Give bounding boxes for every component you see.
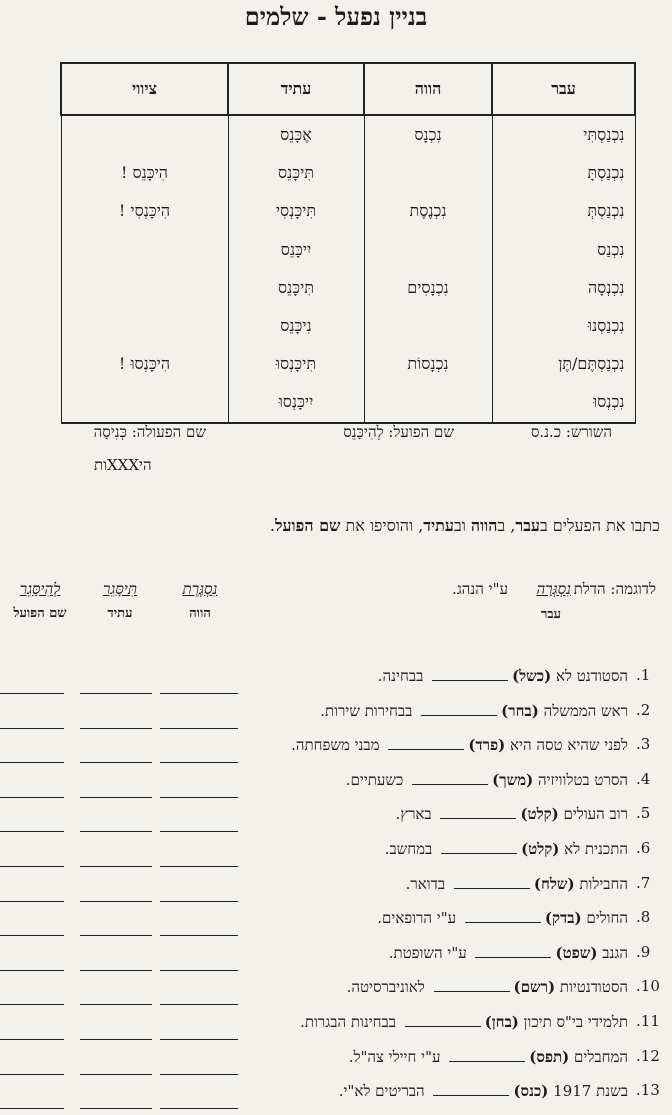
sentence-text [347, 977, 628, 997]
conjugation-cell-imperative [61, 231, 228, 269]
exercise-sentence [0, 977, 664, 1011]
sentence-before: תלמידי בי"ס תיכון [518, 1013, 628, 1031]
example-infinitive-label: שם הפועל [13, 606, 67, 621]
exercise-sentence [0, 839, 664, 873]
answer-blank-infinitive[interactable] [0, 693, 64, 694]
conjugation-row [61, 307, 635, 345]
conjugation-cell-present [364, 383, 492, 422]
conjugation-cell-future: אֶכָּנֵס [228, 115, 364, 154]
page-title: בניין נפעל - שלמים [244, 2, 428, 31]
answer-blank-present[interactable] [160, 693, 238, 694]
answer-blank-future[interactable] [80, 728, 152, 729]
sentence-root: (בדק) [544, 909, 582, 928]
conjugation-cell-imperative [61, 383, 228, 422]
answer-blank-infinitive[interactable] [0, 762, 64, 763]
answer-blank-infinitive[interactable] [0, 1004, 64, 1005]
answer-blank-infinitive[interactable] [0, 1108, 64, 1109]
sentence-root: (שלח) [533, 874, 575, 893]
sentence-number: 11. [636, 1012, 660, 1030]
sentence-text [320, 701, 628, 721]
exercise-instruction [0, 516, 660, 536]
conjugation-cell-future: תִּיכָּנְסוּ [228, 345, 364, 383]
sentence-after: כשעתיים. [345, 770, 409, 789]
conjugation-cell-past: נִכְנַסְתָּ [492, 154, 635, 192]
root-line [60, 423, 634, 447]
sentence-number: 3. [636, 735, 651, 754]
sentence-text [377, 908, 628, 928]
sentence-after: בדואר. [405, 874, 450, 893]
conjugation-cell-present [364, 231, 492, 269]
infinitive-label: שם הפועל: לְהִיכָּנֵס [343, 423, 454, 441]
sentence-text [389, 943, 628, 963]
conjugation-cell-imperative [61, 115, 228, 154]
answer-blank-future[interactable] [80, 866, 152, 867]
sentence-root: (רשם) [513, 978, 556, 997]
answer-blank-past[interactable] [440, 804, 516, 819]
sentence-root: (קלט) [520, 805, 559, 824]
exercise-sentence [0, 804, 664, 838]
sentence-root: (משך) [492, 770, 534, 789]
answer-blank-past[interactable] [388, 735, 464, 750]
sentence-root: (בחן) [484, 1013, 519, 1031]
answer-blank-past[interactable] [405, 1012, 481, 1027]
example-future-column [80, 580, 160, 621]
answer-blank-past[interactable] [421, 701, 497, 716]
sentence-before: המחבלים [569, 1047, 628, 1066]
example-by: ע"י הנהג. [452, 580, 508, 598]
answer-blank-past[interactable] [449, 1047, 525, 1062]
conjugation-row [61, 345, 635, 383]
header-future: עתיד [228, 63, 364, 115]
sentence-root: (כשל) [512, 667, 552, 685]
sentence-text [346, 770, 628, 790]
conjugation-cell-present: נִכְנֶסֶת [364, 192, 492, 230]
answer-blank-infinitive[interactable] [0, 797, 64, 798]
conjugation-cell-past: נִכְנַסְתִּי [492, 115, 635, 154]
sentence-after: ע"י חיילי צה"ל. [348, 1047, 446, 1066]
conjugation-row [61, 383, 635, 422]
gerund-label: שם הפעולה: כְּנִיסָה [93, 423, 206, 441]
conjugation-row [61, 231, 635, 269]
sentence-before: רוב העולים [558, 805, 628, 824]
sentence-number: 4. [636, 769, 651, 788]
instruction-text: . [269, 516, 275, 535]
example-future-label: עתיד [107, 606, 133, 621]
sentence-before: לפני שהיא טסה היא [505, 736, 628, 755]
sentence-text [406, 874, 628, 894]
sentence-number: 6. [636, 839, 651, 857]
sentence-number: 8. [636, 908, 651, 927]
exercise-sentence [0, 701, 664, 735]
answer-blank-future[interactable] [80, 762, 152, 763]
answer-blank-present[interactable] [160, 1108, 238, 1109]
instruction-text: וב [453, 516, 471, 535]
conjugation-cell-imperative: הִיכָּנְסִי ! [61, 192, 228, 230]
sentence-text [339, 1081, 628, 1101]
conjugation-cell-imperative: הִיכָּנְסוּ ! [61, 345, 228, 383]
answer-blank-infinitive[interactable] [0, 866, 64, 867]
answer-blank-past[interactable] [432, 666, 508, 681]
conjugation-cell-past: נִכְנְסָה [492, 269, 635, 307]
answer-blank-infinitive[interactable] [0, 935, 64, 936]
sentence-number: 9. [636, 942, 651, 961]
sentence-before: ראש הממשלה [538, 701, 628, 720]
answer-blank-past[interactable] [475, 943, 551, 958]
sentence-text [385, 839, 628, 859]
sentence-text [378, 666, 628, 686]
answer-blank-future[interactable] [80, 797, 152, 798]
sentence-root: (כנס) [513, 1082, 549, 1101]
sentence-root: (שפט) [555, 943, 598, 962]
exercise-sentence [0, 666, 664, 700]
conjugation-cell-past: נִכְנְסוּ [492, 383, 635, 422]
sentence-number: 7. [636, 873, 651, 892]
sentence-after: במחשב. [384, 840, 438, 858]
example-past-word: נִסְגְּרָה [536, 580, 571, 598]
answer-blank-past[interactable] [441, 839, 517, 854]
answer-blank-infinitive[interactable] [0, 728, 64, 729]
conjugation-row [61, 269, 635, 307]
answer-blank-past[interactable] [433, 1081, 509, 1096]
answer-blank-future[interactable] [80, 935, 152, 936]
conjugation-cell-imperative [61, 269, 228, 307]
exercise-sentence [0, 1081, 664, 1115]
instruction-infinitive: שם הפועל [274, 516, 341, 535]
conjugation-cell-future: יִיכָּנְסוּ [228, 383, 364, 422]
header-imperative: ציווי [61, 63, 228, 115]
answer-blank-present[interactable] [160, 797, 238, 798]
answer-blank-infinitive[interactable] [0, 1074, 64, 1075]
conjugation-cell-future: יִיכָּנֵס [228, 231, 364, 269]
answer-blank-present[interactable] [160, 762, 238, 763]
instruction-past: עבר [515, 516, 540, 535]
sentence-after: בבחינות הבגרות. [300, 1013, 401, 1031]
sentence-text [349, 1047, 628, 1067]
sentence-before: הגנב [597, 943, 628, 962]
answer-blank-past[interactable] [454, 874, 530, 889]
sentence-after: בבחירות שירות. [320, 701, 418, 720]
answer-blank-infinitive[interactable] [0, 1039, 64, 1040]
answer-blank-past[interactable] [465, 908, 541, 923]
instruction-text: , ב [497, 516, 516, 535]
sentence-root: (בחר) [501, 701, 539, 720]
answer-blank-future[interactable] [80, 693, 152, 694]
exercise-sentence [0, 943, 664, 977]
conjugation-cell-past: נִכְנַס [492, 231, 635, 269]
sentence-root: (פרד) [468, 736, 506, 755]
header-present: הווה [364, 63, 492, 115]
conjugation-row [61, 154, 635, 192]
sentence-before: הסרט בטלוויזיה [533, 770, 628, 789]
instruction-present: הווה [470, 516, 498, 535]
gerund-pattern: היXXXות [94, 456, 152, 474]
header-past: עבר [492, 63, 635, 115]
answer-blank-future[interactable] [80, 901, 152, 902]
conjugation-cell-past: נִכְנַסְתְּ [492, 192, 635, 230]
conjugation-cell-future: נִיכָּנֵס [228, 307, 364, 345]
sentence-after: בבחינה. [377, 667, 429, 685]
conjugation-cell-future: תִּיכָּנֵס [228, 269, 364, 307]
answer-blank-present[interactable] [160, 728, 238, 729]
sentence-before: התכנית לא [559, 840, 628, 858]
example-past-label: עבר [540, 607, 561, 622]
sentence-after: בארץ. [395, 805, 437, 824]
answer-blank-future[interactable] [80, 970, 152, 971]
answer-blank-present[interactable] [160, 901, 238, 902]
sentence-after: לאוניברסיטה. [346, 978, 430, 997]
answer-blank-past[interactable] [434, 977, 510, 992]
answer-blank-present[interactable] [160, 1074, 238, 1075]
sentence-text [291, 735, 628, 755]
example-future-word: תִּיסָּגֵר [103, 580, 137, 598]
root-label: השורש: כ.נ.ס [530, 423, 612, 441]
answer-blank-present[interactable] [160, 831, 238, 832]
answer-blank-infinitive[interactable] [0, 831, 64, 832]
answer-blank-future[interactable] [80, 1039, 152, 1040]
sentence-number: 2. [636, 700, 651, 719]
conjugation-cell-present: נִכְנָסִים [364, 269, 492, 307]
exercise-sentence [0, 908, 664, 942]
conjugation-table [60, 62, 636, 424]
sentence-number: 5. [636, 804, 651, 823]
sentence-number: 1. [636, 666, 651, 684]
answer-blank-present[interactable] [160, 866, 238, 867]
exercise-sentence [0, 770, 664, 804]
instruction-future: עתיד [423, 516, 454, 535]
example-lead: לדוגמה: הדלת [573, 580, 656, 598]
conjugation-cell-future: תִּיכָּנְסִי [228, 192, 364, 230]
answer-blank-present[interactable] [160, 970, 238, 971]
sentence-before: החבילות [574, 874, 628, 893]
conjugation-cell-future: תִּיכָּנֵס [228, 154, 364, 192]
conjugation-row [61, 115, 635, 154]
answer-blank-future[interactable] [80, 1004, 152, 1005]
exercise-sentence [0, 735, 664, 769]
conjugation-row [61, 192, 635, 230]
sentence-number: 12. [636, 1046, 660, 1065]
answer-blank-present[interactable] [160, 1004, 238, 1005]
instruction-text: כתבו את הפעלים ב [539, 516, 660, 535]
example-present-label: הווה [189, 606, 211, 621]
sentence-number: 13. [636, 1081, 660, 1100]
sentence-number: 10. [636, 977, 660, 996]
example-present-word: נִסְגֶּרֶת [182, 580, 218, 598]
answer-blank-infinitive[interactable] [0, 901, 64, 902]
answer-blank-future[interactable] [80, 1108, 152, 1109]
exercise-sentence [0, 874, 664, 908]
answer-blank-past[interactable] [412, 770, 488, 785]
conjugation-cell-present: נִכְנָסוֹת [364, 345, 492, 383]
sentence-after: מבני משפחתה. [291, 736, 385, 755]
conjugation-cell-past: נִכְנַסְתֶּם/תֶּן [492, 345, 635, 383]
example-infinitive-column [0, 580, 80, 621]
sentence-after: ע"י השופטת. [388, 943, 472, 962]
answer-blank-infinitive[interactable] [0, 970, 64, 971]
sentence-before: בשנת 1917 [548, 1082, 628, 1101]
answer-blank-future[interactable] [80, 1074, 152, 1075]
sentence-root: (תפס) [529, 1047, 570, 1066]
conjugation-cell-imperative [61, 307, 228, 345]
example-present-column [160, 580, 240, 621]
sentence-text [300, 1012, 628, 1032]
conjugation-cell-present [364, 154, 492, 192]
conjugation-cell-imperative: הִיכָּנֵס ! [61, 154, 228, 192]
sentence-after: הבריטים לא"י. [338, 1082, 430, 1101]
answer-blank-present[interactable] [160, 935, 238, 936]
sentence-before: הסטודנט לא [551, 667, 628, 685]
sentence-before: הסטודנטיות [555, 978, 628, 997]
conjugation-cell-present: נִכְנָס [364, 115, 492, 154]
exercise-sentence [0, 1012, 664, 1046]
sentence-root: (קלט) [521, 840, 560, 858]
conjugation-cell-past: נִכְנַסְנוּ [492, 307, 635, 345]
sentence-after: ע"י הרופאים. [377, 909, 461, 928]
sentence-text [395, 804, 628, 824]
example-infinitive-word: לְהִיסָּגֵר [19, 580, 61, 598]
sentence-before: החולים [581, 909, 628, 928]
answer-blank-present[interactable] [160, 1039, 238, 1040]
answer-blank-future[interactable] [80, 831, 152, 832]
instruction-text: , והוסיפו את [340, 516, 424, 535]
conjugation-cell-present [364, 307, 492, 345]
